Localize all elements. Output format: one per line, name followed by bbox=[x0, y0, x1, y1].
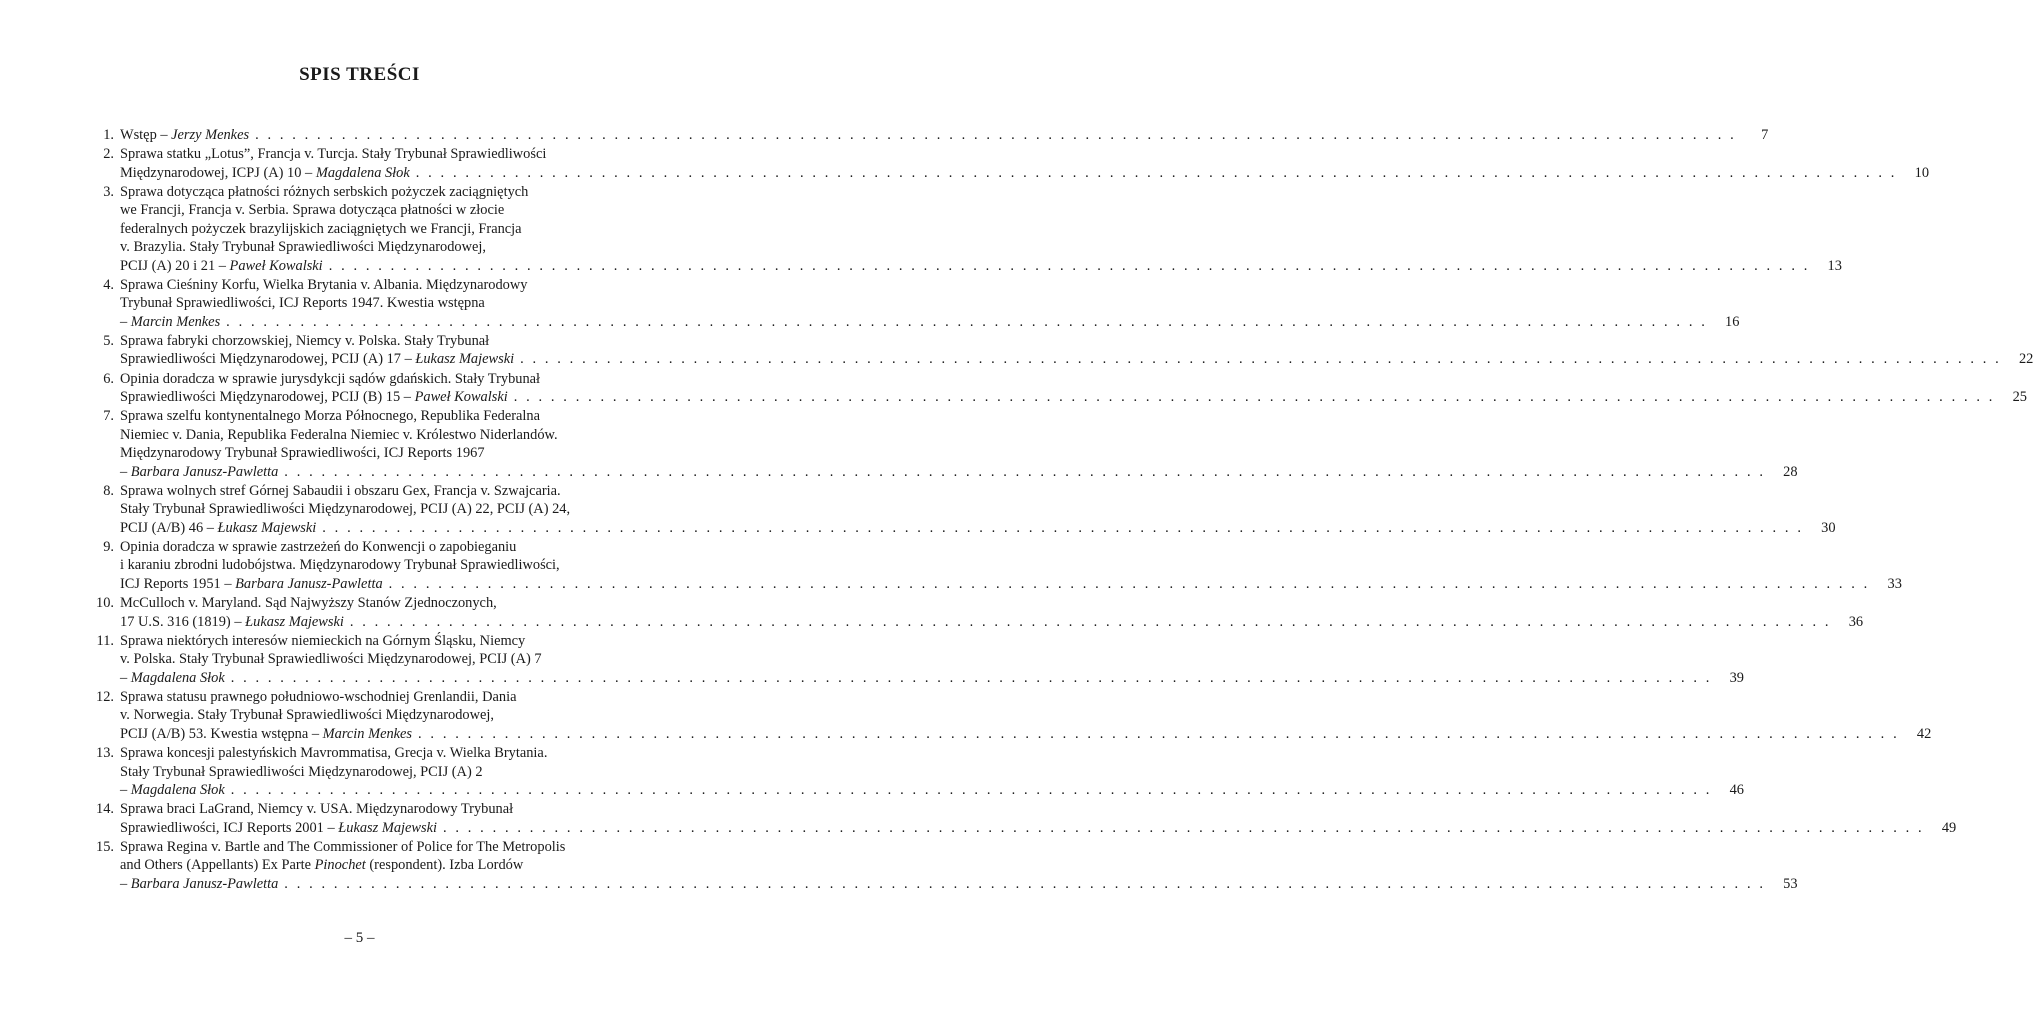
toc-entry-author: Łukasz Majewski bbox=[338, 819, 437, 836]
toc-entry-page: 30 bbox=[1821, 519, 1836, 536]
toc-entry-text bbox=[120, 257, 323, 275]
toc-entry-line: Trybunał Sprawiedliwości, ICJ Reports 1947. Kwestia wstępna bbox=[120, 295, 485, 312]
toc-entry-prefix: – bbox=[120, 463, 131, 480]
toc-entry-line: v. Norwegia. Stały Trybunał Sprawiedliwości Międzynarodowej, bbox=[120, 707, 494, 724]
dot-leader: . . . . . . . . . . . . . . . . . . . . . . . . . . . . . . . . . . . . . . . . . . . . . . . . . . . . . . . . . . . . . . . . . . . . . . . . . . . . . . . . . . . . . . . . . . . . . . . . . . . . . . . . . . . . . . . . . . . . . . . . bbox=[442, 819, 1925, 836]
toc-entry-author: Magdalena Słok bbox=[130, 781, 225, 798]
toc-entry-number: 6. bbox=[103, 370, 114, 387]
toc-entry-text bbox=[120, 669, 225, 687]
toc-entry-body bbox=[120, 744, 1744, 799]
dot-leader: . . . . . . . . . . . . . . . . . . . . . . . . . . . . . . . . . . . . . . . . . . . . . . . . . . . . . . . . . . . . . . . . . . . . . . . . . . . . . . . . . . . . . . . . . . . . . . . . . . . . . . . . . . . . . . . . . . . . . . . . bbox=[349, 613, 1832, 630]
toc-entry-body bbox=[120, 332, 2033, 369]
toc-entry-text bbox=[120, 388, 508, 406]
toc-entry-text: (respondent). Izba Lordów bbox=[365, 857, 524, 874]
toc-entry-prefix: – bbox=[120, 313, 131, 330]
toc-entry-text bbox=[120, 463, 278, 481]
toc-entry-prefix: Sprawiedliwości, ICJ Reports 2001 – bbox=[120, 819, 339, 836]
toc-entry-page: 33 bbox=[1887, 575, 1902, 592]
dot-leader: . . . . . . . . . . . . . . . . . . . . . . . . . . . . . . . . . . . . . . . . . . . . . . . . . . . . . . . . . . . . . . . . . . . . . . . . . . . . . . . . . . . . . . . . . . . . . . . . . . . . . . . . . . . . . . . . . . . . . . . . bbox=[255, 127, 1737, 143]
toc-entry-author: Jerzy Menkes bbox=[171, 127, 250, 143]
toc-entry bbox=[88, 370, 2027, 407]
toc-entry-body bbox=[120, 800, 1957, 837]
toc-entry-text bbox=[120, 575, 383, 593]
toc-entry-line: Sprawa statusu prawnego południowo-wschodniej Grenlandii, Dania bbox=[120, 688, 517, 705]
dot-leader: . . . . . . . . . . . . . . . . . . . . . . . . . . . . . . . . . . . . . . . . . . . . . . . . . . . . . . . . . . . . . . . . . . . . . . . . . . . . . . . . . . . . . . . . . . . . . . . . . . . . . . . . . . . . . . . . . . . . . . . . bbox=[322, 519, 1804, 536]
dot-leader: . . . . . . . . . . . . . . . . . . . . . . . . . . . . . . . . . . . . . . . . . . . . . . . . . . . . . . . . . . . . . . . . . . . . . . . . . . . . . . . . . . . . . . . . . . . . . . . . . . . . . . . . . . . . . . . . . . . . . . . . bbox=[230, 669, 1712, 686]
table-of-contents bbox=[88, 126, 2033, 894]
toc-entry-line: i karaniu zbrodni ludobójstwa. Międzynarodowy Trybunał Sprawiedliwości, bbox=[120, 557, 560, 574]
toc-entry-body bbox=[120, 276, 1740, 331]
toc-entry-number: 1. bbox=[103, 127, 114, 143]
dot-leader: . . . . . . . . . . . . . . . . . . . . . . . . . . . . . . . . . . . . . . . . . . . . . . . . . . . . . . . . . . . . . . . . . . . . . . . . . . . . . . . . . . . . . . . . . . . . . . . . . . . . . . . . . . . . . . . . . . . . . . . . bbox=[328, 257, 1810, 274]
toc-entry-author: Paweł Kowalski bbox=[414, 389, 508, 406]
case-name-italic: Pinochet bbox=[314, 857, 366, 874]
toc-entry-author: Magdalena Słok bbox=[130, 669, 225, 686]
toc-entry-prefix: Sprawiedliwości Międzynarodowej, PCIJ (B) 15 – bbox=[120, 389, 415, 406]
toc-entry bbox=[88, 145, 1930, 182]
toc-entry-page: 28 bbox=[1783, 463, 1798, 480]
toc-entry-number: 3. bbox=[103, 184, 114, 200]
toc-entry-page: 10 bbox=[1914, 164, 1930, 181]
toc-entry-author: Barbara Janusz-Pawletta bbox=[235, 575, 383, 592]
toc-entry-prefix: PCIJ (A) 20 i 21 – bbox=[120, 257, 230, 274]
toc-entry-last-line bbox=[120, 164, 1930, 182]
toc-entry-last-line bbox=[120, 350, 2033, 368]
toc-entry bbox=[88, 407, 1798, 481]
toc-entry-prefix: PCIJ (A/B) 53. Kwestia wstępna – bbox=[120, 725, 323, 742]
toc-entry-line: Opinia doradcza w sprawie zastrzeżeń do Konwencji o zapobieganiu bbox=[120, 539, 517, 556]
toc-entry-line: Sprawa statku „Lotus”, Francja v. Turcja. Stały Trybunał Sprawiedliwości bbox=[120, 146, 547, 163]
toc-entry-text bbox=[120, 350, 514, 368]
toc-entry-line: Sprawa Cieśniny Korfu, Wielka Brytania v. Albania. Międzynarodowy bbox=[120, 276, 528, 293]
toc-entry bbox=[88, 838, 1798, 893]
toc-entry-number: 11. bbox=[96, 632, 114, 649]
toc-entry-line: Niemiec v. Dania, Republika Federalna Niemiec v. Królestwo Niderlandów. bbox=[120, 426, 558, 443]
toc-entry-author: Paweł Kowalski bbox=[229, 257, 323, 274]
toc-entry-page: 16 bbox=[1725, 313, 1740, 330]
toc-entry-body bbox=[120, 407, 1798, 481]
toc-entry-line: Sprawa szelfu kontynentalnego Morza Północnego, Republika Federalna bbox=[120, 408, 541, 425]
toc-entry-number: 15. bbox=[96, 838, 114, 855]
toc-entry-author: Łukasz Majewski bbox=[415, 351, 515, 368]
toc-entry-body bbox=[120, 145, 1930, 182]
toc-entry bbox=[88, 183, 1842, 275]
toc-entry-text bbox=[120, 126, 249, 144]
toc-entry-body bbox=[120, 183, 1842, 275]
toc-entry bbox=[88, 632, 1744, 687]
toc-entry-page: 53 bbox=[1783, 875, 1798, 892]
toc-entry-page: 7 bbox=[1761, 127, 1769, 143]
toc-entry-author: Łukasz Majewski bbox=[217, 519, 317, 536]
toc-entry-line: Stały Trybunał Sprawiedliwości Międzynarodowej, PCIJ (A) 22, PCIJ (A) 24, bbox=[120, 501, 571, 518]
toc-entry bbox=[88, 482, 1836, 537]
toc-entry-page: 36 bbox=[1848, 613, 1864, 630]
toc-entry-prefix: – bbox=[120, 781, 131, 798]
toc-entry-number: 13. bbox=[96, 745, 114, 762]
toc-entry-page: 13 bbox=[1827, 257, 1842, 274]
toc-entry-text bbox=[120, 819, 437, 837]
toc-entry-number: 8. bbox=[103, 482, 114, 499]
toc-entry-page: 39 bbox=[1729, 669, 1744, 686]
toc-entry-author: Barbara Janusz-Pawletta bbox=[130, 463, 279, 480]
toc-entry-text bbox=[120, 164, 410, 182]
page-number: – 5 – bbox=[344, 930, 375, 946]
toc-entry-number: 9. bbox=[103, 539, 114, 556]
toc-entry-line: Sprawa braci LaGrand, Niemcy v. USA. Międzynarodowy Trybunał bbox=[120, 801, 514, 818]
toc-entry-body bbox=[120, 838, 1798, 893]
toc-entry-body bbox=[120, 594, 1864, 631]
toc-entry-line bbox=[120, 838, 630, 856]
toc-entry-author: Marcin Menkes bbox=[322, 725, 413, 742]
toc-entry-number: 10. bbox=[96, 595, 114, 612]
toc-entry-prefix: ICJ Reports 1951 – bbox=[120, 575, 236, 592]
toc-entry-number: 12. bbox=[96, 688, 114, 705]
dot-leader: . . . . . . . . . . . . . . . . . . . . . . . . . . . . . . . . . . . . . . . . . . . . . . . . . . . . . . . . . . . . . . . . . . . . . . . . . . . . . . . . . . . . . . . . . . . . . . . . . . . . . . . . . . . . . . . . . . . . . . . . bbox=[388, 575, 1870, 592]
toc-entry-last-line bbox=[120, 463, 1798, 481]
toc-entry-number: 4. bbox=[103, 276, 114, 293]
toc-entry-prefix: 17 U.S. 316 (1819) – bbox=[120, 613, 246, 630]
toc-entry-page: 22 bbox=[2018, 351, 2033, 368]
toc-entry-last-line bbox=[120, 575, 1902, 593]
toc-entry-author: Łukasz Majewski bbox=[245, 613, 344, 630]
toc-entry-page: 42 bbox=[1916, 725, 1932, 742]
toc-entry-prefix: Sprawiedliwości Międzynarodowej, PCIJ (A) 17 – bbox=[120, 351, 416, 368]
toc-entry-last-line bbox=[120, 257, 1842, 275]
toc-entry-number: 2. bbox=[103, 146, 114, 163]
toc-entry-text bbox=[120, 781, 225, 799]
toc-entry-text: Sprawa Regina v. Bartle and The Commissioner of Police for The Metropolis bbox=[120, 838, 566, 855]
toc-entry bbox=[88, 276, 1740, 331]
toc-entry-text bbox=[120, 725, 412, 743]
toc-entry-line: Międzynarodowy Trybunał Sprawiedliwości, ICJ Reports 1967 bbox=[120, 445, 485, 462]
toc-entry-line bbox=[120, 856, 630, 874]
toc-entry-text bbox=[120, 875, 278, 893]
toc-entry-prefix: PCIJ (A/B) 46 – bbox=[120, 519, 218, 536]
toc-entry-prefix: Międzynarodowej, ICPJ (A) 10 – bbox=[120, 164, 316, 181]
toc-entry-line: federalnych pożyczek brazylijskich zaciągniętych we Francji, Francja bbox=[120, 220, 522, 237]
toc-entry-last-line bbox=[120, 613, 1864, 631]
page-title: SPIS TREŚCI bbox=[299, 64, 420, 85]
toc-entry-page: 25 bbox=[2012, 389, 2027, 406]
toc-entry bbox=[88, 538, 1902, 593]
toc-entry-line: we Francji, Francja v. Serbia. Sprawa dotycząca płatności w złocie bbox=[120, 202, 505, 219]
toc-entry-line: McCulloch v. Maryland. Sąd Najwyższy Stanów Zjednoczonych, bbox=[120, 595, 497, 612]
toc-entry bbox=[88, 594, 1864, 631]
toc-entry-body bbox=[120, 482, 1836, 537]
toc-entry-last-line bbox=[120, 819, 1957, 837]
toc-entry-last-line bbox=[120, 313, 1740, 331]
toc-entry-last-line bbox=[120, 725, 1932, 743]
toc-entry-text bbox=[120, 313, 220, 331]
toc-entry-last-line bbox=[120, 519, 1836, 537]
toc-entry-line: v. Polska. Stały Trybunał Sprawiedliwości Międzynarodowej, PCIJ (A) 7 bbox=[120, 651, 542, 668]
toc-entry-line: Sprawa koncesji palestyńskich Mavrommatisa, Grecja v. Wielka Brytania. bbox=[120, 745, 548, 762]
toc-entry-last-line bbox=[120, 781, 1744, 799]
dot-leader: . . . . . . . . . . . . . . . . . . . . . . . . . . . . . . . . . . . . . . . . . . . . . . . . . . . . . . . . . . . . . . . . . . . . . . . . . . . . . . . . . . . . . . . . . . . . . . . . . . . . . . . . . . . . . . . . . . . . . . . . bbox=[230, 781, 1712, 798]
toc-entry-number: 7. bbox=[103, 408, 114, 425]
dot-leader: . . . . . . . . . . . . . . . . . . . . . . . . . . . . . . . . . . . . . . . . . . . . . . . . . . . . . . . . . . . . . . . . . . . . . . . . . . . . . . . . . . . . . . . . . . . . . . . . . . . . . . . . . . . . . . . . . . . . . . . . bbox=[415, 164, 1898, 181]
toc-entry-line: Sprawa wolnych stref Górnej Sabaudii i obszaru Gex, Francja v. Szwajcaria. bbox=[120, 482, 561, 499]
toc-entry-author: Magdalena Słok bbox=[315, 164, 410, 181]
toc-entry-author: Barbara Janusz-Pawletta bbox=[130, 875, 279, 892]
dot-leader: . . . . . . . . . . . . . . . . . . . . . . . . . . . . . . . . . . . . . . . . . . . . . . . . . . . . . . . . . . . . . . . . . . . . . . . . . . . . . . . . . . . . . . . . . . . . . . . . . . . . . . . . . . . . . . . . . . . . . . . . bbox=[226, 313, 1708, 330]
dot-leader: . . . . . . . . . . . . . . . . . . . . . . . . . . . . . . . . . . . . . . . . . . . . . . . . . . . . . . . . . . . . . . . . . . . . . . . . . . . . . . . . . . . . . . . . . . . . . . . . . . . . . . . . . . . . . . . . . . . . . . . . bbox=[284, 875, 1766, 892]
toc-entry-last-line bbox=[120, 669, 1744, 687]
toc-entry-last-line bbox=[120, 388, 2027, 406]
toc-entry bbox=[88, 332, 2033, 369]
toc-entry-line: Sprawa dotycząca płatności różnych serbskich pożyczek zaciągniętych bbox=[120, 184, 529, 200]
toc-entry-line: v. Brazylia. Stały Trybunał Sprawiedliwości Międzynarodowej, bbox=[120, 239, 486, 256]
dot-leader: . . . . . . . . . . . . . . . . . . . . . . . . . . . . . . . . . . . . . . . . . . . . . . . . . . . . . . . . . . . . . . . . . . . . . . . . . . . . . . . . . . . . . . . . . . . . . . . . . . . . . . . . . . . . . . . . . . . . . . . . bbox=[520, 351, 2002, 368]
toc-entry-page: 46 bbox=[1729, 781, 1744, 798]
toc-entry-line: Stały Trybunał Sprawiedliwości Międzynarodowej, PCIJ (A) 2 bbox=[120, 763, 483, 780]
toc-entry-author: Marcin Menkes bbox=[130, 313, 221, 330]
toc-entry-last-line bbox=[120, 126, 1769, 144]
toc-entry-body bbox=[120, 126, 1769, 144]
toc-entry-prefix: Wstęp – bbox=[120, 127, 172, 143]
toc-entry bbox=[88, 744, 1744, 799]
toc-entry-number: 14. bbox=[96, 801, 114, 818]
toc-entry-text bbox=[120, 613, 344, 631]
dot-leader: . . . . . . . . . . . . . . . . . . . . . . . . . . . . . . . . . . . . . . . . . . . . . . . . . . . . . . . . . . . . . . . . . . . . . . . . . . . . . . . . . . . . . . . . . . . . . . . . . . . . . . . . . . . . . . . . . . . . . . . . bbox=[513, 389, 1995, 406]
toc-entry-page: 49 bbox=[1941, 819, 1957, 836]
toc-entry-line: Sprawa niektórych interesów niemieckich na Górnym Śląsku, Niemcy bbox=[120, 632, 526, 649]
toc-entry-last-line bbox=[120, 875, 1798, 893]
toc-entry-body bbox=[120, 688, 1932, 743]
toc-entry bbox=[88, 126, 1769, 144]
toc-entry-line: Sprawa fabryki chorzowskiej, Niemcy v. Polska. Stały Trybunał bbox=[120, 333, 490, 350]
toc-entry-body bbox=[120, 370, 2027, 407]
toc-entry-line: Opinia doradcza w sprawie jurysdykcji sądów gdańskich. Stały Trybunał bbox=[120, 370, 541, 387]
toc-entry-prefix: – bbox=[120, 875, 131, 892]
dot-leader: . . . . . . . . . . . . . . . . . . . . . . . . . . . . . . . . . . . . . . . . . . . . . . . . . . . . . . . . . . . . . . . . . . . . . . . . . . . . . . . . . . . . . . . . . . . . . . . . . . . . . . . . . . . . . . . . . . . . . . . . bbox=[418, 725, 1900, 742]
toc-entry-number: 5. bbox=[103, 333, 114, 350]
toc-entry bbox=[88, 688, 1932, 743]
toc-entry bbox=[88, 800, 1957, 837]
dot-leader: . . . . . . . . . . . . . . . . . . . . . . . . . . . . . . . . . . . . . . . . . . . . . . . . . . . . . . . . . . . . . . . . . . . . . . . . . . . . . . . . . . . . . . . . . . . . . . . . . . . . . . . . . . . . . . . . . . . . . . . . bbox=[284, 463, 1766, 480]
toc-entry-body bbox=[120, 538, 1902, 593]
toc-entry-prefix: – bbox=[120, 669, 131, 686]
toc-entry-text bbox=[120, 519, 316, 537]
toc-entry-text: and Others (Appellants) Ex Parte bbox=[120, 857, 315, 874]
toc-entry-body bbox=[120, 632, 1744, 687]
